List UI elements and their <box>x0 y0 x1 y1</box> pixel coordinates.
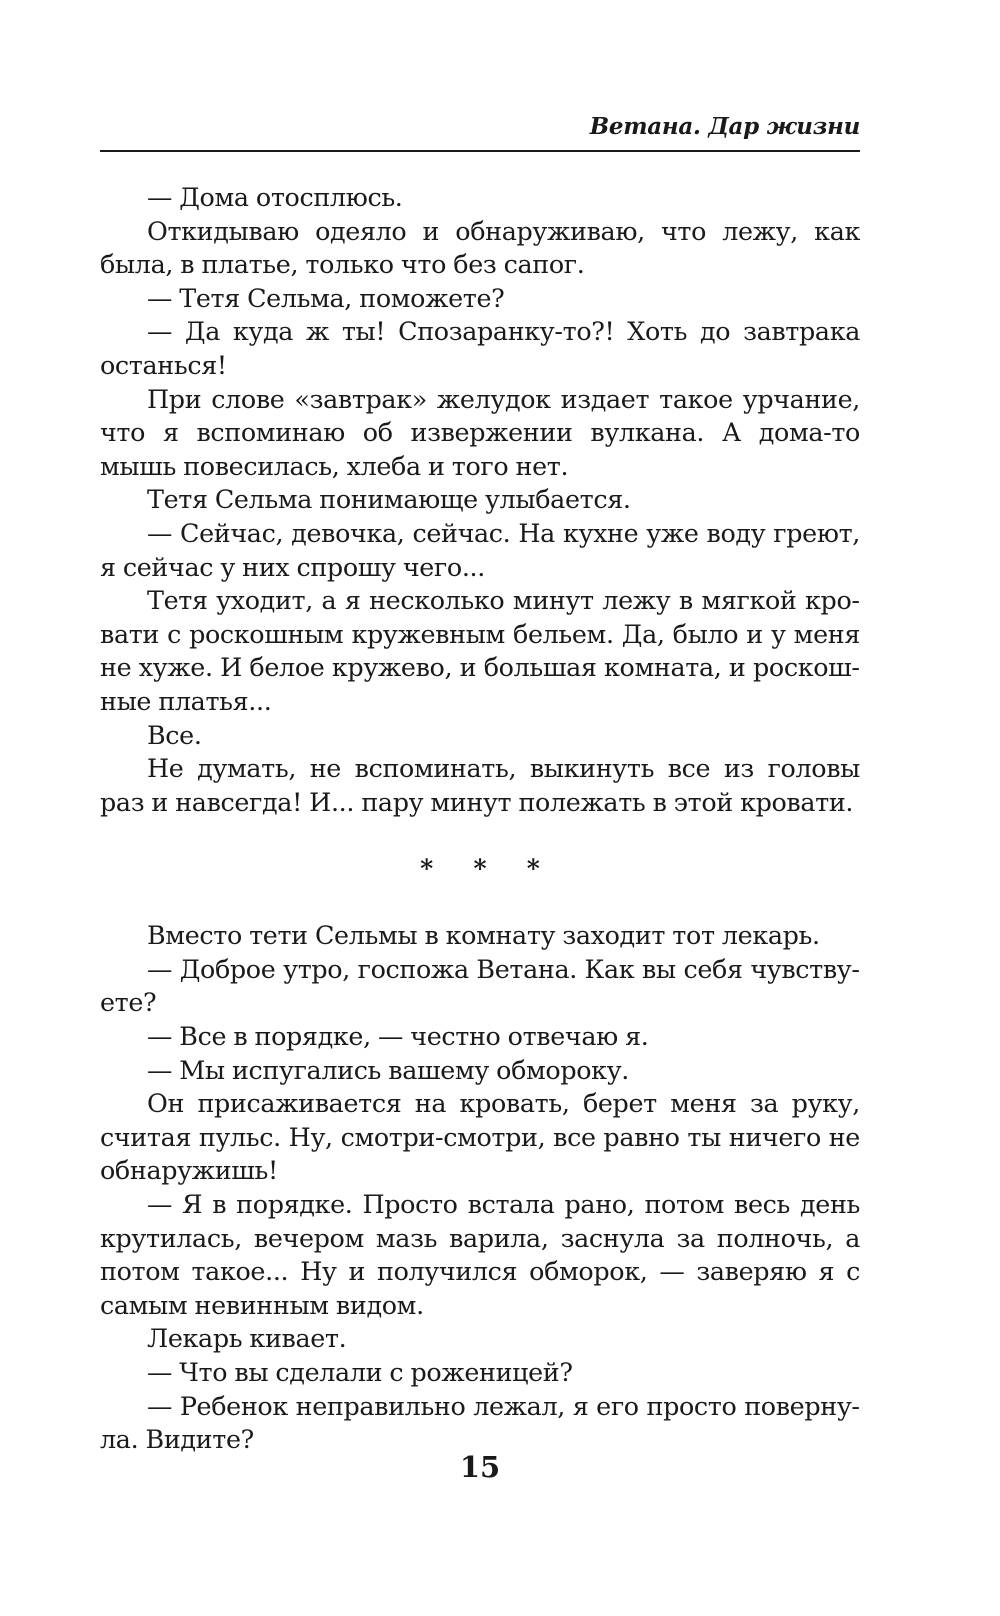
paragraph: — Тетя Сельма, поможете? <box>147 282 505 313</box>
paragraph: Не думать, не вспоминать, выкинуть все из головы раз и навсегда! И... пару минут полежать в этой кровати. <box>100 753 860 817</box>
paragraph: — Мы испугались вашему обмороку. <box>147 1054 630 1085</box>
paragraph: При слове «завтрак» желудок издает такое урчание, что я вспоминаю об извержении вулкана. А дома-то мышь повесилась, хлеба и того нет. <box>100 383 860 481</box>
paragraph: — Дома отосплюсь. <box>147 182 403 212</box>
paragraph: Все. <box>147 719 202 750</box>
paragraph: — Ребенок неправильно лежал, я его просто повернула. Видите? <box>100 1390 860 1455</box>
paragraph: Лекарь кивает. <box>147 1323 347 1354</box>
paragraph: Тетя уходит, а я несколько минут лежу в мягкой кровати с роскошным кружевным бельем. Да, было и у меня не хуже. И белое кружево, и большая комната, и роскошные платья... <box>100 585 860 716</box>
header-rule <box>100 150 860 152</box>
paragraph: Откидываю одеяло и обнаруживаю, что лежу, как была, в платье, только что без сапог. <box>100 215 860 280</box>
page-number: 15 <box>459 1450 501 1484</box>
paragraph: — Я в порядке. Просто встала рано, потом весь день крутилась, вечером мазь варила, заснула за полночь, а потом такое... Ну и получился обморок, — заверяю я с самым невинным видом. <box>100 1189 860 1320</box>
paragraph: — Да куда ж ты! Спозаранку-то?! Хоть до завтрака останься! <box>100 316 860 380</box>
paragraph: — Все в порядке, — честно отвечаю я. <box>147 1021 649 1052</box>
body-text <box>100 181 860 1457</box>
paragraph: — Что вы сделали с роженицей? <box>147 1357 573 1387</box>
paragraph: Вместо тети Сельмы в комнату заходит тот лекарь. <box>147 920 820 951</box>
running-head-title: Ветана. Дар жизни <box>589 113 860 140</box>
paragraph: — Сейчас, девочка, сейчас. На кухне уже воду греют, я сейчас у них спрошу чего... <box>100 517 860 582</box>
section-separator: * * * <box>420 854 556 884</box>
paragraph: — Доброе утро, госпожа Ветана. Как вы себя чувствуете? <box>100 953 860 1018</box>
paragraph: Он присаживается на кровать, берет меня за руку, считая пульс. Ну, смотри-смотри, все равно ты ничего не обнаружишь! <box>100 1088 860 1186</box>
paragraph: Тетя Сельма понимающе улыбается. <box>147 484 631 515</box>
